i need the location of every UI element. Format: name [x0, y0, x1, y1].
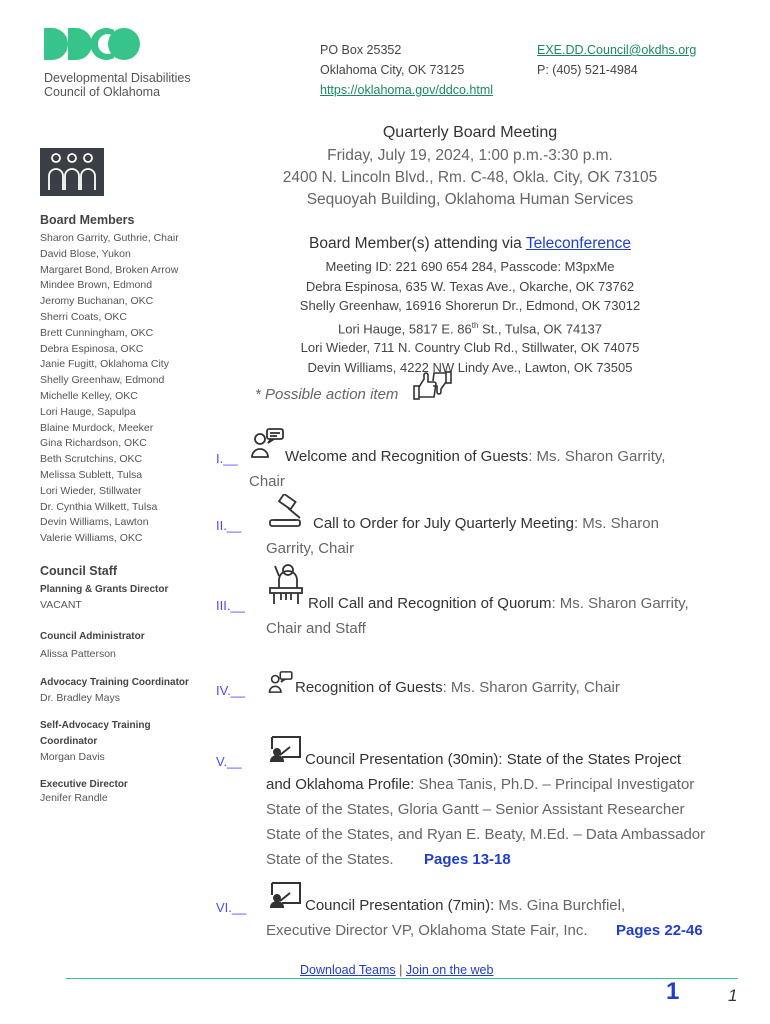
- agenda-number: II.__: [216, 518, 242, 533]
- agenda-title: Recognition of Guests: [295, 679, 443, 696]
- board-member: Jeromy Buchanan, OKC: [40, 295, 154, 308]
- attendee: Devin Williams, 4222 NW Lindy Ave., Lawton, OK 73505: [307, 359, 633, 375]
- agenda-item-5-line5: State of the States.: [266, 851, 394, 868]
- address-line2: Oklahoma City, OK 73125: [320, 63, 465, 77]
- attendee: Lori Wieder, 711 N. Country Club Rd., Stillwater, OK 74075: [300, 340, 640, 356]
- meeting-id: Meeting ID: 221 690 654 284, Passcode: M3pxMe: [325, 259, 615, 274]
- meeting-title: Quarterly Board Meeting: [382, 124, 558, 141]
- agenda-number: VI.__: [216, 900, 247, 915]
- board-member: Margaret Bond, Broken Arrow: [40, 263, 179, 276]
- board-member: Lori Hauge, Sapulpa: [40, 405, 136, 418]
- board-member: Dr. Cynthia Wilkett, Tulsa: [40, 500, 158, 513]
- board-member: Valerie Williams, OKC: [40, 532, 143, 545]
- agenda-item-3-line2: Chair and Staff: [266, 620, 366, 637]
- action-item-note: * Possible action item: [255, 386, 399, 403]
- meeting-datetime: Friday, July 19, 2024, 1:00 p.m.-3:30 p.m.: [327, 147, 613, 164]
- staff-name: Dr. Bradley Mays: [40, 692, 120, 704]
- website-link[interactable]: https://oklahoma.gov/ddco.html: [320, 83, 494, 97]
- thumbs-up-down-icon: [412, 370, 454, 407]
- agenda-title: Council Presentation (30min): State of the States Project: [305, 751, 682, 768]
- agenda-item-5-line3: State of the States, Gloria Gantt – Senior Assistant Researcher: [266, 801, 685, 818]
- agenda-item-3: Roll Call and Recognition of Quorum: Ms. Sharon Garrity,: [308, 595, 689, 612]
- agenda-title: Welcome and Recognition of Guests: [285, 448, 529, 465]
- agenda-item-5: [305, 747, 681, 772]
- attendee: Lori Hauge, 5817 E. 86th St., Tulsa, OK 74137: [338, 320, 602, 336]
- agenda-item-6: Council Presentation (7min): Ms. Gina Burchfiel,: [305, 897, 626, 914]
- footer-links: [300, 963, 493, 977]
- board-member: Debra Espinosa, OKC: [40, 342, 144, 355]
- board-member: Beth Scrutchins, OKC: [40, 453, 143, 466]
- board-member: Janie Fugitt, Oklahoma City: [40, 358, 169, 371]
- board-member: Lori Wieder, Stillwater: [40, 484, 142, 497]
- board-members-heading: Board Members: [40, 213, 135, 227]
- teleconference-label: Board Member(s) attending via: [309, 235, 526, 252]
- board-member: Sherri Coats, OKC: [40, 310, 127, 323]
- staff-name: VACANT: [40, 599, 82, 611]
- phone-number: P: (405) 521-4984: [537, 63, 638, 77]
- staff-role: Executive Director: [40, 779, 128, 790]
- board-member: Sharon Garrity, Guthrie, Chair: [40, 232, 179, 244]
- agenda-title: Roll Call and Recognition of Quorum: [308, 595, 552, 612]
- meeting-location: 2400 N. Lincoln Blvd., Rm. C-48, Okla. City, OK 73105: [282, 169, 658, 186]
- council-staff-heading: Council Staff: [40, 564, 118, 578]
- staff-name: Jenifer Randle: [40, 792, 108, 804]
- presentation-icon: [268, 879, 302, 914]
- gavel-icon: [266, 494, 312, 535]
- agenda-item-4: Recognition of Guests: Ms. Sharon Garrity, Chair: [295, 679, 620, 696]
- attendee: Shelly Greenhaw, 16916 Shorerun Dr., Edmond, OK 73012: [299, 298, 641, 313]
- board-member: Mindee Brown, Edmond: [40, 279, 153, 292]
- agenda-number: IV.__: [216, 683, 246, 698]
- agenda-number: V.__: [216, 754, 242, 769]
- email-link[interactable]: EXE.DD.Council@okdhs.org: [537, 43, 697, 57]
- staff-name: Morgan Davis: [40, 751, 105, 763]
- person-at-desk-icon: [268, 562, 304, 611]
- agenda-number: III.__: [216, 598, 245, 613]
- people-group-icon: [40, 148, 104, 201]
- agenda-number: I.__: [216, 451, 238, 466]
- pages-reference[interactable]: Pages 22-46: [616, 922, 703, 939]
- teleconference-link[interactable]: Teleconference: [525, 235, 631, 252]
- agenda-item-5-line2: and Oklahoma Profile: Shea Tanis, Ph.D. – Principal Investigator: [266, 776, 695, 793]
- page-number-large: 1: [666, 978, 680, 1005]
- board-member: Brett Cunningham, OKC: [40, 326, 154, 339]
- agenda-item-5-line4: State of the States, and Ryan E. Beaty, M.Ed. – Data Ambassador: [266, 826, 706, 843]
- pages-reference[interactable]: Pages 13-18: [424, 851, 511, 868]
- footer-divider: [66, 978, 738, 979]
- ddco-logo-mark: [42, 24, 142, 64]
- board-member-list: [40, 231, 179, 547]
- attendee: Debra Espinosa, 635 W. Texas Ave., Okarche, OK 73762: [305, 278, 635, 294]
- address-line1: PO Box 25352: [320, 43, 402, 57]
- board-member: David Blose, Yukon: [40, 247, 131, 260]
- attendee-list: [250, 257, 690, 377]
- teleconference-line: [250, 235, 690, 253]
- board-member: Melissa Sublett, Tulsa: [40, 468, 143, 481]
- staff-role: Council Administrator: [40, 631, 145, 642]
- agenda-title: Council Presentation (7min):: [305, 897, 495, 914]
- board-member: Shelly Greenhaw, Edmond: [40, 374, 165, 387]
- board-member: Michelle Kelley, OKC: [40, 389, 138, 402]
- footer-separator: |: [399, 963, 403, 977]
- join-web-link[interactable]: Join on the web: [405, 963, 494, 977]
- agenda-item-1: Welcome and Recognition of Guests: Ms. Sharon Garrity,: [285, 448, 666, 465]
- staff-role: Planning & Grants Director: [40, 584, 169, 595]
- agenda-item-2: Call to Order for July Quarterly Meeting: Ms. Sharon: [313, 515, 659, 532]
- staff-role: Advocacy Training Coordinator: [40, 677, 189, 688]
- org-name-line1: Developmental Disabilities: [44, 71, 191, 85]
- person-speech-icon: [268, 670, 294, 699]
- board-member: Blaine Murdock, Meeker: [40, 421, 154, 434]
- board-member: Gina Richardson, OKC: [40, 437, 147, 450]
- agenda-item-2-line2: Garrity, Chair: [266, 540, 355, 557]
- agenda-item-6-line2: Executive Director VP, Oklahoma State Fair, Inc.: [266, 922, 588, 939]
- ddco-logo: [42, 24, 142, 69]
- download-teams-link[interactable]: Download Teams: [300, 963, 396, 977]
- person-speech-icon: [250, 427, 286, 464]
- org-name-line2: Council of Oklahoma: [44, 85, 161, 99]
- presentation-icon: [268, 733, 302, 768]
- page-number: 1: [728, 986, 738, 1005]
- staff-role: Self-Advocacy Training Coordinator: [40, 720, 151, 747]
- board-member: Devin Williams, Lawton: [40, 516, 149, 529]
- agenda-title: Call to Order for July Quarterly Meeting: [313, 515, 574, 532]
- agenda-item-1-line2: Chair: [249, 473, 285, 490]
- staff-name: Alissa Patterson: [40, 648, 116, 660]
- meeting-building: Sequoyah Building, Oklahoma Human Services: [306, 191, 634, 208]
